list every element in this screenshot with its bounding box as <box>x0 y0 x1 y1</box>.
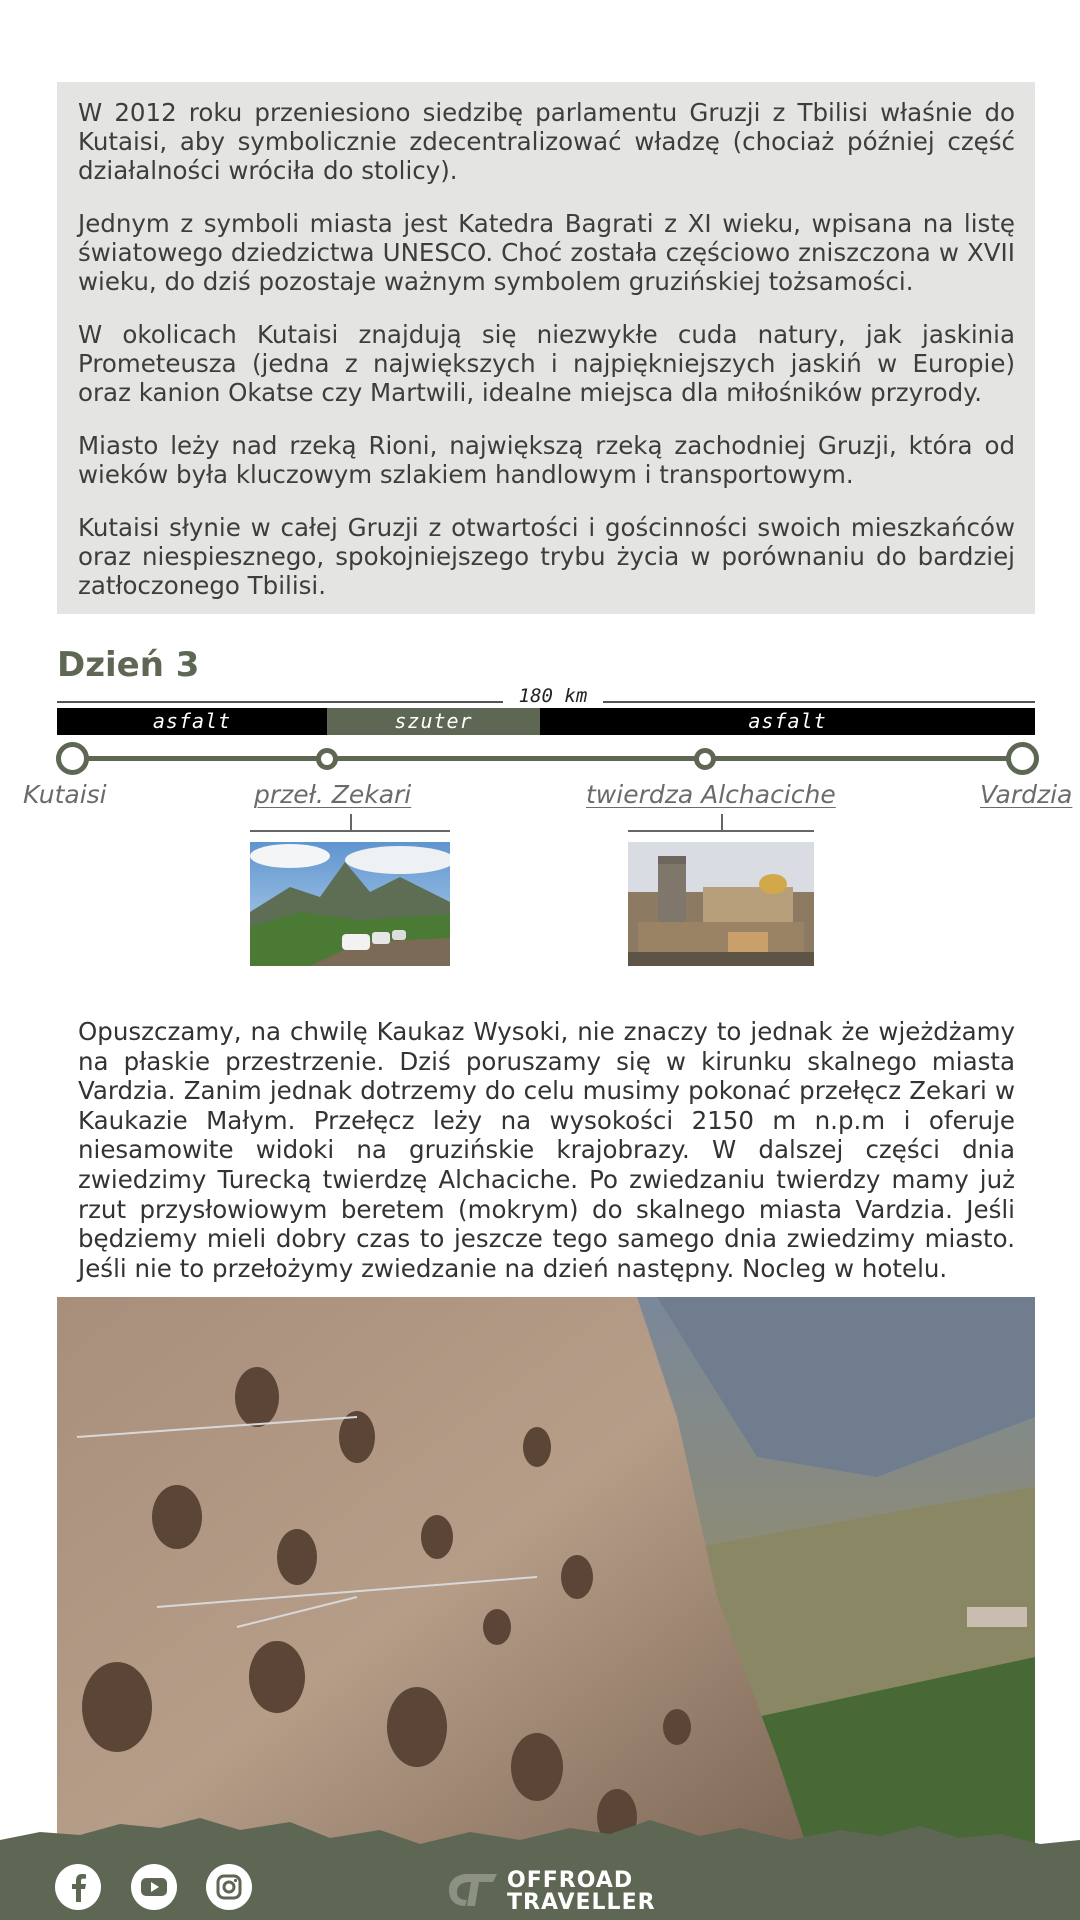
info-paragraph-2: Jednym z symboli miasta jest Katedra Bagrati z XI wieku, wpisana na listę światowego dziedzictwa UNESCO. Choć została częściowo zniszczona w XVII wieku, do dziś pozostaje ważnym symbolem gruzińskiej tożsamości. <box>78 209 1015 296</box>
day-title: Dzień 3 <box>57 645 200 685</box>
segment-asfalt-1: asfalt <box>57 708 327 735</box>
route-node-end <box>1006 742 1039 775</box>
stop-zekari: przeł. Zekari <box>254 780 412 809</box>
zekari-pass-photo <box>250 842 450 966</box>
segment-asfalt-2: asfalt <box>540 708 1035 735</box>
alchaciche-fortress-photo <box>628 842 814 966</box>
info-paragraph-1: W 2012 roku przeniesiono siedzibę parlamentu Gruzji z Tbilisi właśnie do Kutaisi, aby symbolicznie zdecentralizować władzę (chociaż później część działalności wróciła do stolicy). <box>78 98 1015 185</box>
info-paragraph-3: W okolicach Kutaisi znajdują się niezwykłe cuda natury, jak jaskinia Prometeusza (jedna z największych i najpiękniejszych jaskiń w Europie) oraz kanion Okatse czy Martwili, idealne miejsca dla miłośników przyrody. <box>78 320 1015 407</box>
offroad-traveller-logo <box>445 1868 656 1915</box>
route-node-alchaciche <box>694 748 716 770</box>
vardzia-photo <box>57 1297 1035 1877</box>
logo-mark-icon <box>445 1870 503 1910</box>
stop-kutaisi: Kutaisi <box>23 780 107 809</box>
info-paragraph-4: Miasto leży nad rzeką Rioni, największą rzeką zachodniej Gruzji, która od wieków była kluczowym szlakiem handlowym i transportowym. <box>78 431 1015 489</box>
route-line <box>72 756 1022 761</box>
brand-line-1: OFFROAD <box>507 1868 634 1893</box>
stop-alchaciche: twierdza Alchaciche <box>586 780 836 809</box>
info-paragraph-5: Kutaisi słynie w całej Gruzji z otwartości i gościnności swoich mieszkańców oraz niespiesznego, spokojniejszego trybu życia w porównaniu do bardziej zatłoczonego Tbilisi. <box>78 513 1015 600</box>
route-node-zekari <box>316 748 338 770</box>
segment-szuter: szuter <box>327 708 540 735</box>
day-description: Opuszczamy, na chwilę Kaukaz Wysoki, nie znaczy to jednak że wjeżdżamy na płaskie przestrzenie. Dziś poruszamy się w kirunku skalnego miasta Vardzia. Zanim jednak dotrzemy do celu musimy pokonać przełęcz Zekari w Kaukazie Małym. Przełęcz leży na wysokości 2150 m n.p.m i oferuje niesamowite widoki na gruzińskie krajobrazy. W dalszej części dnia zwiedzimy Turecką twierdzę Alchaciche. Po zwiedzaniu twierdzy mamy już rzut przysłowiowym beretem (mokrym) do skalnego miasta Vardzia. Jeśli będziemy mieli dobry czas to jeszcze tego samego dnia zwiedzimy miasto. Jeśli nie to przełożymy zwiedzanie na dzień następny. Nocleg w hotelu. <box>78 1017 1015 1283</box>
brand-line-2: TRAVELLER <box>507 1890 656 1915</box>
distance-label: 180 km <box>503 685 603 707</box>
stop-vardzia: Vardzia <box>980 780 1073 809</box>
facebook-icon[interactable] <box>55 1864 101 1910</box>
brand-name <box>507 1870 656 1914</box>
instagram-icon[interactable] <box>206 1864 252 1910</box>
info-box <box>57 82 1035 614</box>
youtube-icon[interactable] <box>131 1864 177 1910</box>
route-node-start <box>56 742 89 775</box>
